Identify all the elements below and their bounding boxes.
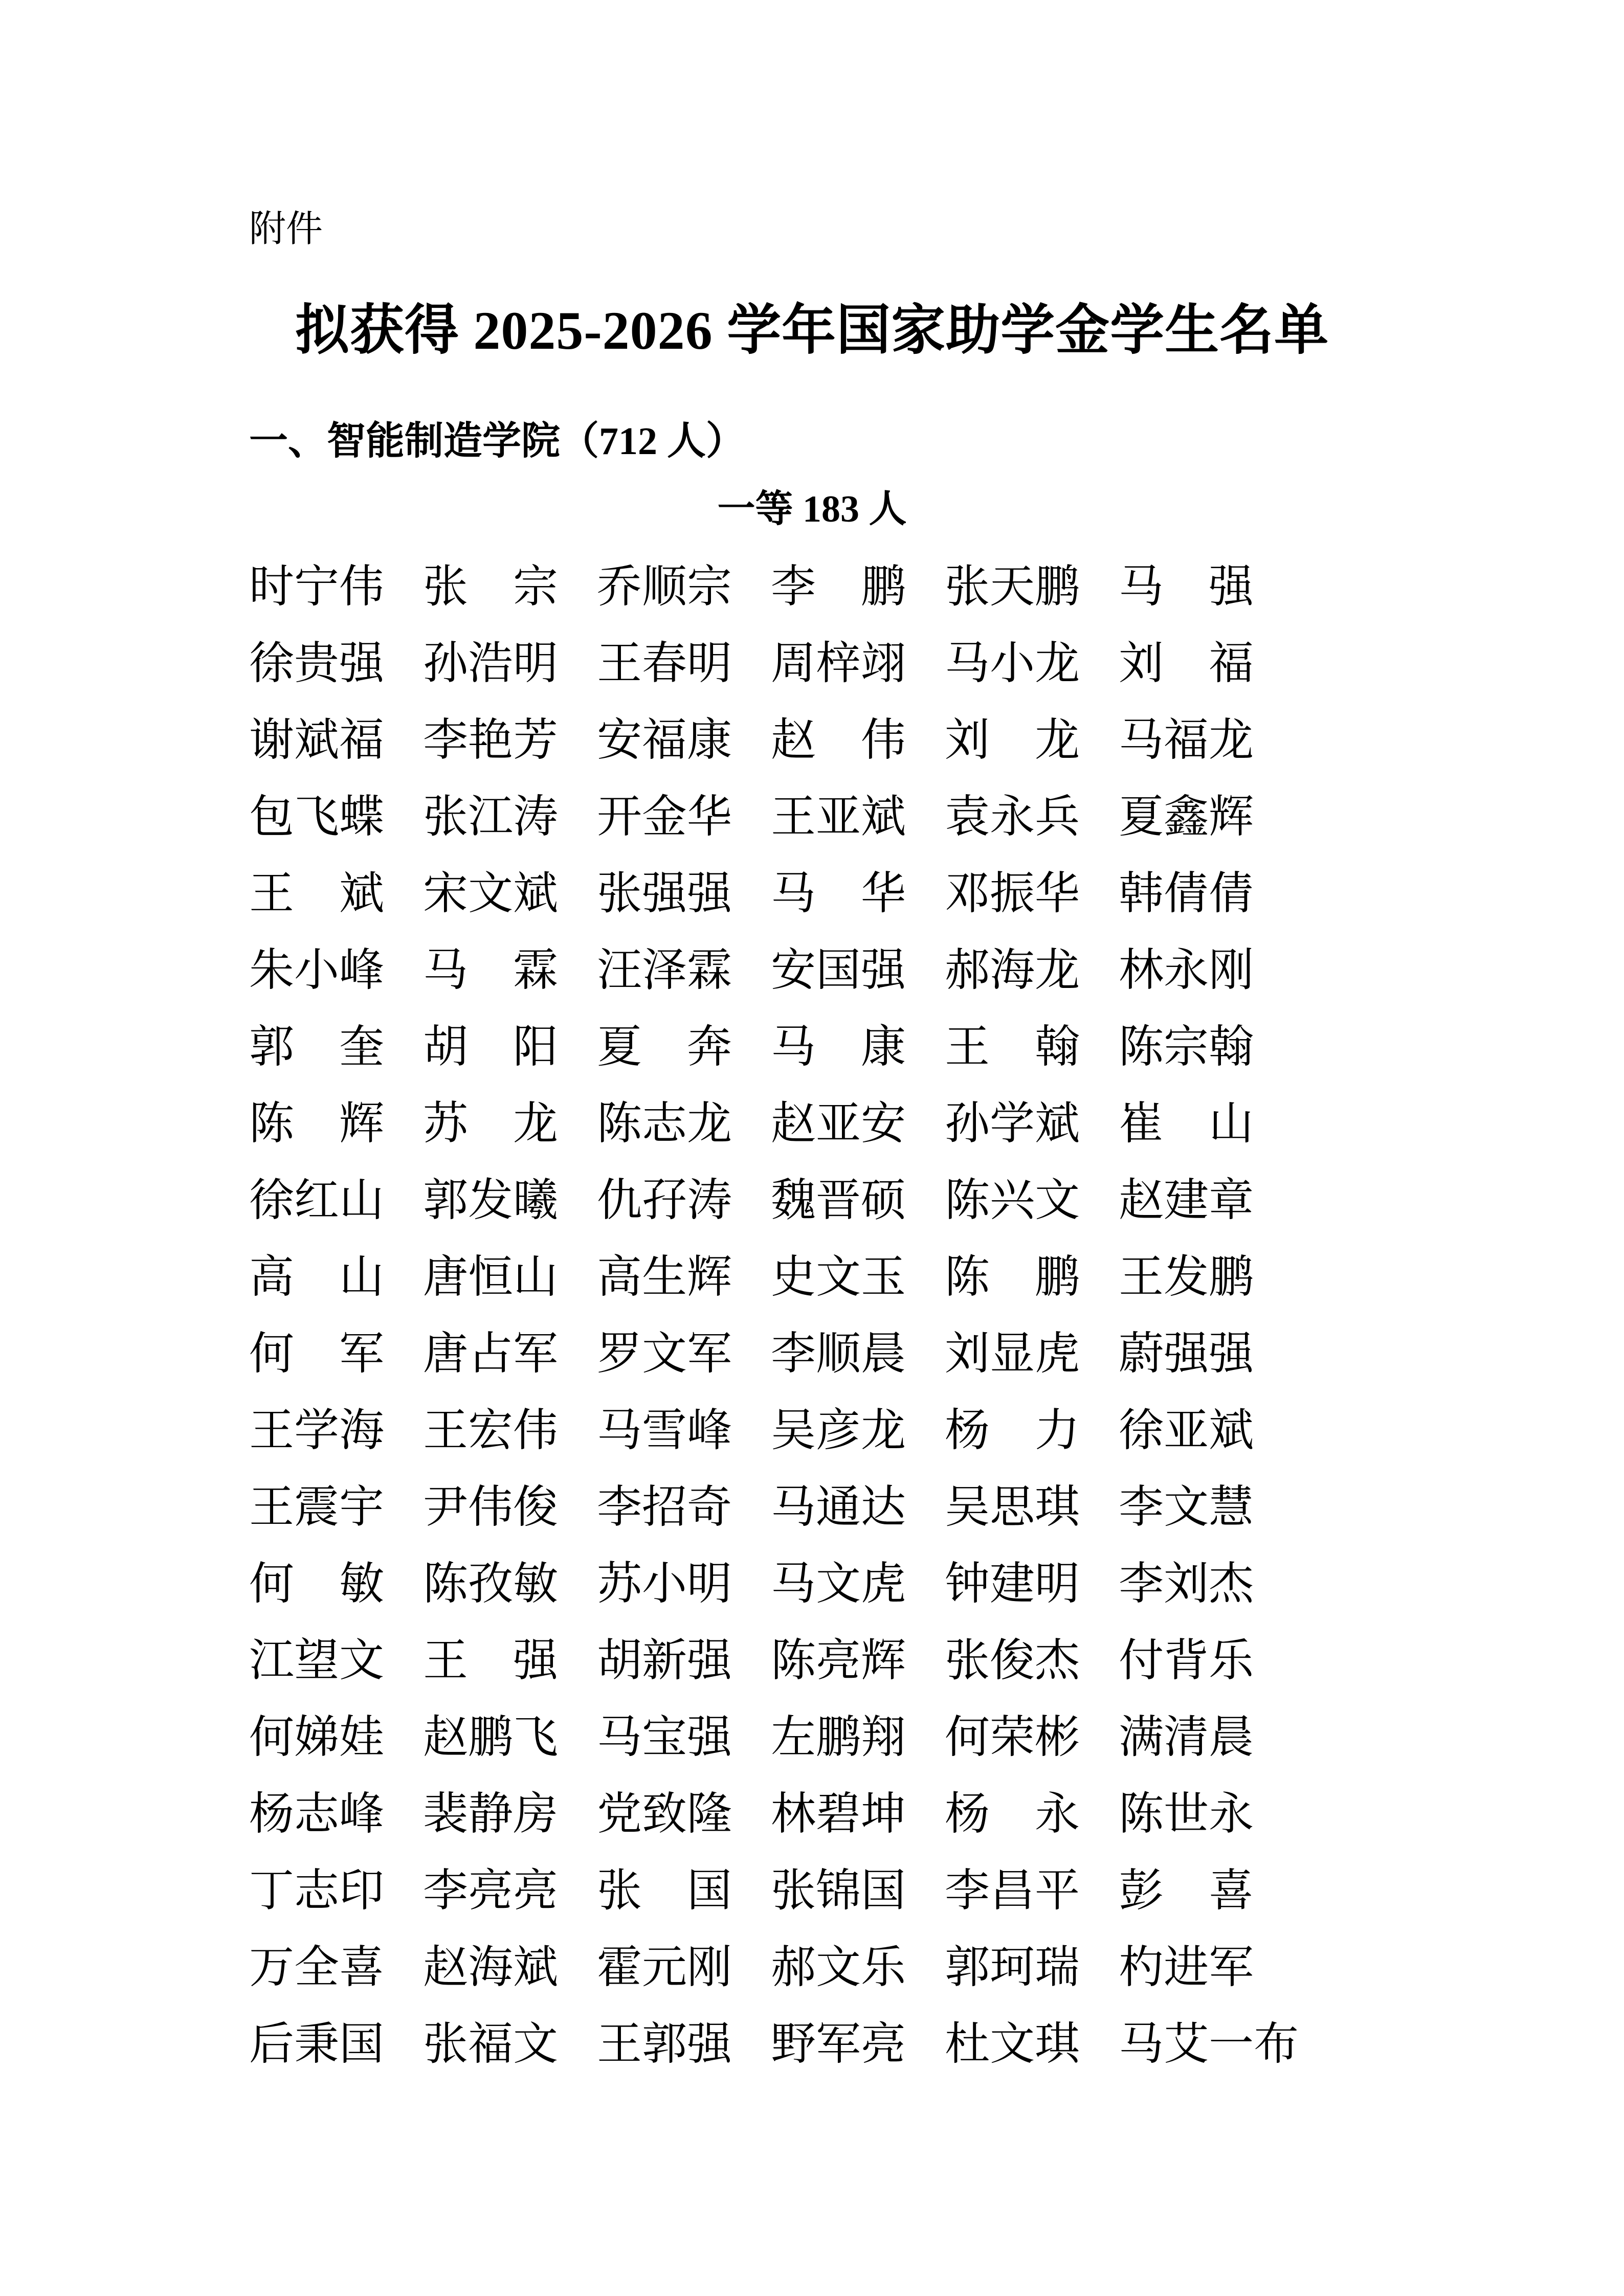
student-name: 张强强	[597, 869, 732, 919]
name-row	[249, 779, 1426, 856]
student-name: 杨永	[945, 1790, 1080, 1839]
student-name: 安国强	[771, 946, 906, 996]
student-name: 左鹏翔	[771, 1713, 906, 1763]
student-name: 崔山	[1119, 1099, 1254, 1149]
student-name: 马艾一布	[1119, 2020, 1299, 2069]
student-name: 魏晋硕	[771, 1176, 906, 1226]
student-name: 杜文琪	[945, 2020, 1080, 2069]
student-name: 李刘杰	[1119, 1560, 1254, 1609]
student-name: 马强	[1119, 562, 1254, 612]
student-name: 王发鹏	[1119, 1253, 1254, 1302]
student-name: 宋文斌	[423, 869, 559, 919]
name-row	[249, 933, 1426, 1009]
student-name: 李文慧	[1119, 1483, 1254, 1533]
student-name: 彭喜	[1119, 1866, 1254, 1916]
section-heading: 一、智能制造学院（712 人）	[249, 420, 745, 463]
student-name: 李鹏	[771, 562, 906, 612]
student-name: 何娣娃	[249, 1713, 385, 1763]
name-row	[249, 1316, 1426, 1393]
student-name: 何军	[249, 1330, 384, 1379]
attachment-label: 附件	[249, 209, 323, 250]
student-name: 郝文乐	[771, 1943, 906, 1993]
student-name: 安福康	[597, 716, 732, 766]
student-name: 王斌	[249, 869, 384, 919]
student-name: 夏奔	[597, 1023, 732, 1072]
student-name: 孙学斌	[945, 1099, 1080, 1149]
student-name: 袁永兵	[945, 793, 1080, 842]
student-name: 王学海	[249, 1406, 385, 1456]
student-name: 马雪峰	[597, 1406, 732, 1456]
student-name: 王宏伟	[423, 1406, 559, 1456]
name-row	[249, 626, 1426, 703]
student-name: 郭奎	[249, 1023, 384, 1072]
student-name: 张国	[597, 1866, 732, 1916]
student-name: 杓进军	[1119, 1943, 1254, 1993]
student-name-grid	[249, 549, 1426, 2083]
student-name: 李招奇	[597, 1483, 732, 1533]
student-name: 郭珂瑞	[945, 1943, 1080, 1993]
student-name: 赵鹏飞	[423, 1713, 559, 1763]
student-name: 林碧坤	[771, 1790, 906, 1839]
student-name: 徐红山	[249, 1176, 385, 1226]
student-name: 满清晨	[1119, 1713, 1254, 1763]
name-row	[249, 1086, 1426, 1163]
student-name: 陈鹏	[945, 1253, 1080, 1302]
page-title: 拟获得 2025-2026 学年国家助学金学生名单	[295, 301, 1329, 361]
student-name: 刘龙	[945, 716, 1080, 766]
student-name: 仇孖涛	[597, 1176, 732, 1226]
student-name: 乔顺宗	[597, 562, 732, 612]
student-name: 后秉国	[249, 2020, 385, 2069]
student-name: 李艳芳	[423, 716, 559, 766]
student-name: 王春明	[597, 639, 732, 689]
name-row	[249, 549, 1426, 626]
name-row	[249, 1700, 1426, 1776]
student-name: 张江涛	[423, 793, 559, 842]
student-name: 钟建明	[945, 1560, 1080, 1609]
name-row	[249, 1623, 1426, 1700]
student-name: 裴静房	[423, 1790, 559, 1839]
student-name: 张俊杰	[945, 1636, 1080, 1686]
name-row	[249, 1163, 1426, 1240]
student-name: 赵伟	[771, 716, 906, 766]
student-name: 万全喜	[249, 1943, 385, 1993]
student-name: 陈宗翰	[1119, 1023, 1254, 1072]
student-name: 郭发曦	[423, 1176, 559, 1226]
student-name: 夏鑫辉	[1119, 793, 1254, 842]
student-name: 胡新强	[597, 1636, 732, 1686]
name-row	[249, 1853, 1426, 1930]
student-name: 李顺晨	[771, 1330, 906, 1379]
student-name: 马文虎	[771, 1560, 906, 1609]
student-name: 李昌平	[945, 1866, 1080, 1916]
student-name: 孙浩明	[423, 639, 559, 689]
student-name: 张宗	[423, 562, 559, 612]
student-name: 张福文	[423, 2020, 559, 2069]
student-name: 开金华	[597, 793, 732, 842]
student-name: 马华	[771, 869, 906, 919]
student-name: 马霖	[423, 946, 559, 996]
student-name: 何敏	[249, 1560, 384, 1609]
name-row	[249, 1240, 1426, 1316]
student-name: 尹伟俊	[423, 1483, 559, 1533]
student-name: 杨志峰	[249, 1790, 385, 1839]
student-name: 朱小峰	[249, 946, 385, 996]
student-name: 马福龙	[1119, 716, 1254, 766]
student-name: 郝海龙	[945, 946, 1080, 996]
student-name: 陈志龙	[597, 1099, 732, 1149]
student-name: 张锦国	[771, 1866, 906, 1916]
student-name: 马通达	[771, 1483, 906, 1533]
name-row	[249, 1393, 1426, 1470]
student-name: 高生辉	[597, 1253, 732, 1302]
student-name: 野军亮	[771, 2020, 906, 2069]
student-name: 徐亚斌	[1119, 1406, 1254, 1456]
student-name: 丁志印	[249, 1866, 385, 1916]
name-row	[249, 1009, 1426, 1086]
student-name: 陈世永	[1119, 1790, 1254, 1839]
student-name: 何荣彬	[945, 1713, 1080, 1763]
student-name: 王郭强	[597, 2020, 732, 2069]
student-name: 周梓翊	[771, 639, 906, 689]
name-row	[249, 1776, 1426, 1853]
student-name: 杨力	[945, 1406, 1080, 1456]
student-name: 邓振华	[945, 869, 1080, 919]
student-name: 徐贵强	[249, 639, 385, 689]
name-row	[249, 1470, 1426, 1546]
student-name: 汪泽霖	[597, 946, 732, 996]
student-name: 刘福	[1119, 639, 1254, 689]
student-name: 李亮亮	[423, 1866, 559, 1916]
student-name: 党致隆	[597, 1790, 732, 1839]
student-name: 王强	[423, 1636, 559, 1686]
student-name: 苏龙	[423, 1099, 558, 1149]
name-row	[249, 703, 1426, 779]
student-name: 高山	[249, 1253, 384, 1302]
name-row	[249, 1930, 1426, 2007]
student-name: 谢斌福	[249, 716, 385, 766]
student-name: 韩倩倩	[1119, 869, 1254, 919]
name-row	[249, 856, 1426, 933]
student-name: 吴思琪	[945, 1483, 1080, 1533]
student-name: 胡阳	[423, 1023, 558, 1072]
student-name: 赵海斌	[423, 1943, 559, 1993]
student-name: 陈兴文	[945, 1176, 1080, 1226]
student-name: 蔚强强	[1119, 1330, 1254, 1379]
student-name: 张天鹏	[945, 562, 1080, 612]
student-name: 马小龙	[945, 639, 1080, 689]
student-name: 时宁伟	[249, 562, 385, 612]
student-name: 王亚斌	[771, 793, 906, 842]
student-name: 唐恒山	[423, 1253, 559, 1302]
student-name: 马宝强	[597, 1713, 732, 1763]
student-name: 付背乐	[1119, 1636, 1254, 1686]
student-name: 江望文	[249, 1636, 385, 1686]
student-name: 罗文军	[597, 1330, 732, 1379]
student-name: 史文玉	[771, 1253, 906, 1302]
tier-heading: 一等 183 人	[717, 488, 907, 530]
student-name: 王震宇	[249, 1483, 385, 1533]
student-name: 唐占军	[423, 1330, 559, 1379]
student-name: 陈孜敏	[423, 1560, 559, 1609]
student-name: 王翰	[945, 1023, 1080, 1072]
student-name: 霍元刚	[597, 1943, 732, 1993]
name-row	[249, 1546, 1426, 1623]
student-name: 苏小明	[597, 1560, 732, 1609]
student-name: 吴彦龙	[771, 1406, 906, 1456]
student-name: 陈辉	[249, 1099, 384, 1149]
student-name: 马康	[771, 1023, 906, 1072]
student-name: 赵亚安	[771, 1099, 906, 1149]
student-name: 赵建章	[1119, 1176, 1254, 1226]
student-name: 包飞蝶	[249, 793, 385, 842]
student-name: 林永刚	[1119, 946, 1254, 996]
student-name: 陈亮辉	[771, 1636, 906, 1686]
name-row	[249, 2007, 1426, 2083]
student-name: 刘显虎	[945, 1330, 1080, 1379]
